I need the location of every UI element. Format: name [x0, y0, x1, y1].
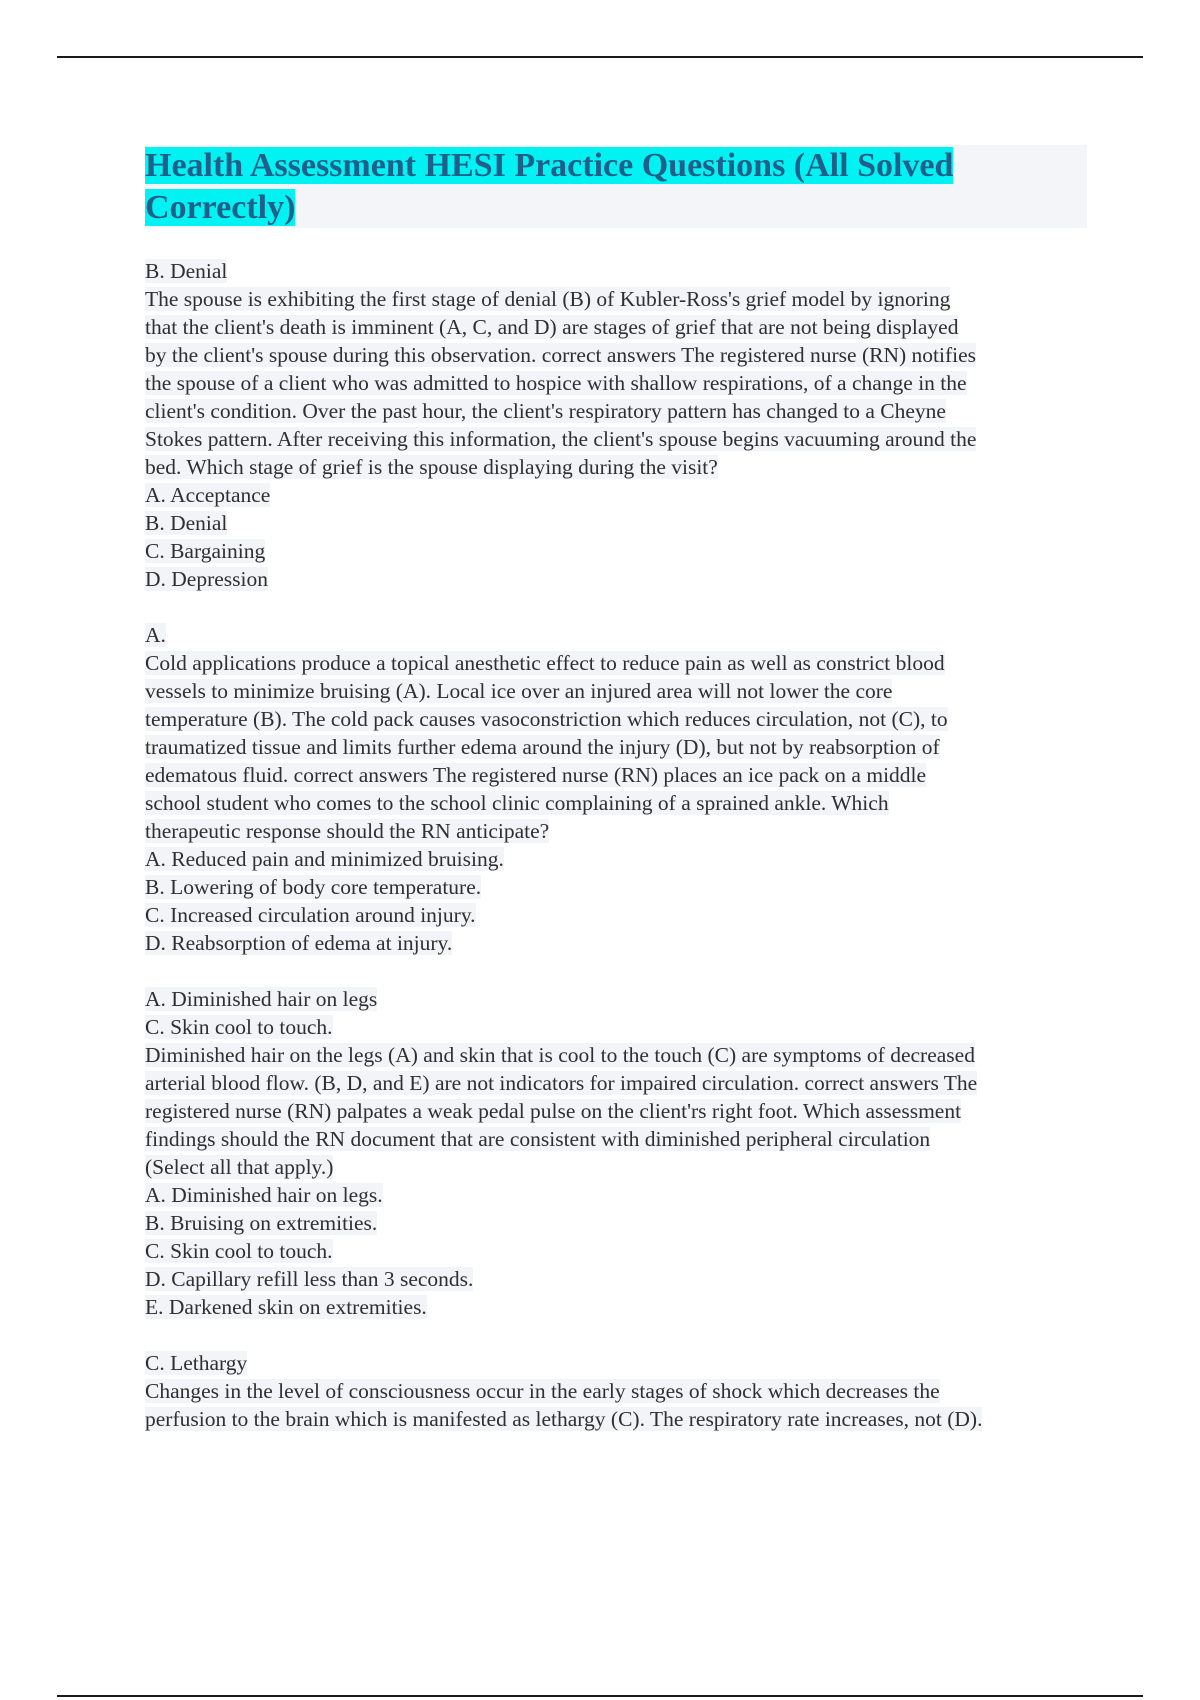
text-line-content: D. Reabsorption of edema at injury.: [145, 931, 453, 955]
text-line: [145, 397, 1095, 425]
text-line: [145, 985, 1095, 1013]
text-line: [145, 1153, 1095, 1181]
text-line-content: A. Diminished hair on legs.: [145, 1183, 383, 1207]
text-line-content: E. Darkened skin on extremities.: [145, 1295, 427, 1319]
text-line: [145, 845, 1095, 873]
text-line-content: C. Bargaining: [145, 539, 266, 563]
text-line: [145, 901, 1095, 929]
text-line-content: C. Increased circulation around injury.: [145, 903, 476, 927]
text-line: [145, 1349, 1095, 1377]
text-line-content: that the client's death is imminent (A, C, and D) are stages of grief that are not being displayed: [145, 315, 959, 339]
text-line-content: edematous fluid. correct answers The registered nurse (RN) places an ice pack on a middle: [145, 763, 927, 787]
text-line: [145, 565, 1095, 593]
text-line-content: B. Denial: [145, 259, 228, 283]
title-block: [145, 145, 1087, 228]
top-rule: [57, 56, 1143, 58]
text-line-content: C. Lethargy: [145, 1351, 248, 1375]
text-line-content: Diminished hair on the legs (A) and skin that is cool to the touch (C) are symptoms of decreased: [145, 1043, 975, 1067]
text-line-content: by the client's spouse during this observation. correct answers The registered nurse (RN) notifies: [145, 343, 977, 367]
text-line-content: registered nurse (RN) palpates a weak pedal pulse on the client'rs right foot. Which assessment: [145, 1099, 962, 1123]
text-line-content: A. Reduced pain and minimized bruising.: [145, 847, 504, 871]
text-line-content: vessels to minimize bruising (A). Local ice over an injured area will not lower the core: [145, 679, 893, 703]
text-line-content: therapeutic response should the RN anticipate?: [145, 819, 550, 843]
text-line: [145, 509, 1095, 537]
text-line: [145, 285, 1095, 313]
text-line-content: Changes in the level of consciousness occur in the early stages of shock which decreases the: [145, 1379, 940, 1403]
text-line-content: bed. Which stage of grief is the spouse displaying during the visit?: [145, 455, 718, 479]
question-block: [145, 621, 1095, 957]
title-line: Correctly): [145, 189, 296, 226]
text-line: [145, 1209, 1095, 1237]
text-line: [145, 369, 1095, 397]
text-line-content: B. Lowering of body core temperature.: [145, 875, 482, 899]
question-block: [145, 1349, 1095, 1433]
text-line-content: traumatized tissue and limits further edema around the injury (D), but not by reabsorption of: [145, 735, 940, 759]
text-line: [145, 1237, 1095, 1265]
text-line-content: school student who comes to the school clinic complaining of a sprained ankle. Which: [145, 791, 889, 815]
text-line: [145, 313, 1095, 341]
question-block: [145, 257, 1095, 593]
text-line: [145, 537, 1095, 565]
text-line: [145, 621, 1095, 649]
text-line-content: Stokes pattern. After receiving this information, the client's spouse begins vacuuming around the: [145, 427, 977, 451]
text-line-content: A. Diminished hair on legs: [145, 987, 378, 1011]
text-line-content: D. Capillary refill less than 3 seconds.: [145, 1267, 474, 1291]
document-body: [145, 257, 1095, 1461]
text-line: [145, 873, 1095, 901]
text-line-content: client's condition. Over the past hour, the client's respiratory pattern has changed to a Cheyne: [145, 399, 946, 423]
text-line: [145, 453, 1095, 481]
text-line: [145, 1293, 1095, 1321]
text-line: [145, 425, 1095, 453]
text-line: [145, 789, 1095, 817]
text-line-content: C. Skin cool to touch.: [145, 1239, 333, 1263]
text-line: [145, 705, 1095, 733]
text-line-content: D. Depression: [145, 567, 269, 591]
text-line-content: temperature (B). The cold pack causes vasoconstriction which reduces circulation, not (C), to: [145, 707, 948, 731]
text-line: [145, 1377, 1095, 1405]
text-line-content: the spouse of a client who was admitted to hospice with shallow respirations, of a change in the: [145, 371, 967, 395]
text-line: [145, 817, 1095, 845]
text-line-content: perfusion to the brain which is manifested as lethargy (C). The respiratory rate increases, not (D).: [145, 1407, 983, 1431]
text-line: [145, 1405, 1095, 1433]
text-line-content: The spouse is exhibiting the first stage of denial (B) of Kubler-Ross's grief model by ignoring: [145, 287, 951, 311]
text-line-content: arterial blood flow. (B, D, and E) are not indicators for impaired circulation. correct answers The: [145, 1071, 978, 1095]
text-line: [145, 761, 1095, 789]
question-block: [145, 985, 1095, 1321]
text-line: [145, 1181, 1095, 1209]
text-line: [145, 257, 1095, 285]
text-line: [145, 929, 1095, 957]
text-line: [145, 481, 1095, 509]
title-line: Health Assessment HESI Practice Questions (All Solved: [145, 147, 954, 184]
page-title: [145, 145, 1025, 229]
text-line: [145, 1125, 1095, 1153]
text-line-content: A. Acceptance: [145, 483, 271, 507]
text-line-content: Cold applications produce a topical anesthetic effect to reduce pain as well as constrict blood: [145, 651, 945, 675]
text-line-content: B. Bruising on extremities.: [145, 1211, 378, 1235]
text-line: [145, 649, 1095, 677]
bottom-rule: [57, 1695, 1143, 1697]
text-line: [145, 1069, 1095, 1097]
text-line: [145, 733, 1095, 761]
text-line: [145, 341, 1095, 369]
text-line-content: findings should the RN document that are consistent with diminished peripheral circulation: [145, 1127, 931, 1151]
text-line: [145, 1041, 1095, 1069]
text-line: [145, 677, 1095, 705]
text-line: [145, 1013, 1095, 1041]
text-line-content: C. Skin cool to touch.: [145, 1015, 333, 1039]
text-line-content: A.: [145, 623, 166, 647]
text-line-content: B. Denial: [145, 511, 228, 535]
text-line-content: (Select all that apply.): [145, 1155, 334, 1179]
text-line: [145, 1265, 1095, 1293]
text-line: [145, 1097, 1095, 1125]
